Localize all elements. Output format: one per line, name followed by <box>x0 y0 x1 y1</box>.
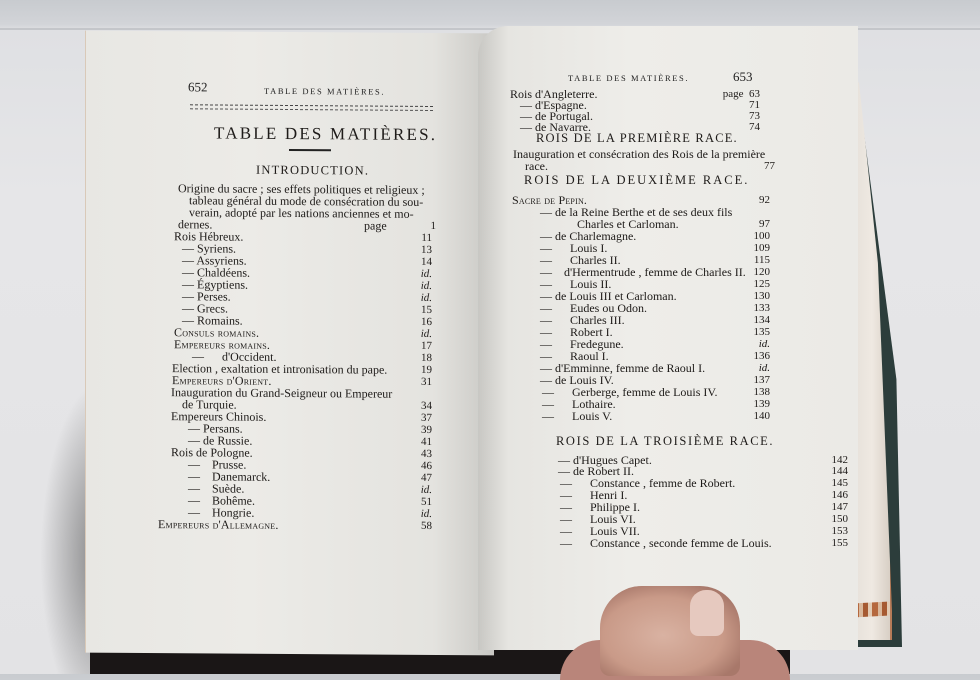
toc-entry: — Louis I. <box>540 241 608 255</box>
toc-entry: Sacre de Pepin. <box>512 193 588 207</box>
toc-entry: Rois Hébreux. <box>174 229 244 244</box>
page-ref: 92 <box>759 194 770 206</box>
page-ref: 147 <box>831 501 848 513</box>
page-ref: 136 <box>753 350 770 362</box>
page-ref: 34 <box>421 399 432 412</box>
toc-entry: — d'Espagne. <box>520 98 587 112</box>
page-ref: 130 <box>753 290 770 302</box>
toc-entry: — d'Occident. <box>192 349 277 364</box>
right-page <box>478 26 858 650</box>
page-ref: 43 <box>421 447 432 460</box>
page-ref: 140 <box>753 410 770 422</box>
toc-entry: — de Louis IV. <box>540 373 614 387</box>
toc-entry: Inauguration et consécration des Rois de la première <box>513 147 766 161</box>
toc-entry: — Louis V. <box>542 409 613 423</box>
page-number: 653 <box>733 69 753 84</box>
page-ref: 46 <box>421 459 432 472</box>
page-ref: id. <box>420 267 432 280</box>
toc-entry: — Lothaire. <box>542 397 616 411</box>
toc-entry: Election , exaltation et intronisation du pape. <box>172 361 388 377</box>
toc-entry: — de Russie. <box>188 433 253 448</box>
running-head: TABLE DES MATIÈRES. <box>264 85 386 97</box>
page-ref: 58 <box>421 519 432 532</box>
toc-entry: — Romains. <box>182 313 243 328</box>
page-ref: 16 <box>421 315 432 328</box>
toc-entry: Inauguration du Grand-Seigneur ou Empereur <box>171 385 393 401</box>
section-heading: ROIS DE LA TROISIÈME RACE. <box>556 434 775 448</box>
running-head: TABLE DES MATIÈRES. <box>568 73 690 83</box>
page-ref: id. <box>420 279 432 292</box>
toc-entry: — de la Reine Berthe et de ses deux fils <box>540 205 733 219</box>
intro-line: Origine du sacre ; ses effets politiques et religieux ; <box>178 181 425 197</box>
toc-entry: — Gerberge, femme de Louis IV. <box>542 385 718 399</box>
toc-entry: Rois d'Angleterre. <box>510 87 598 101</box>
toc-entry: — de Navarre. <box>520 120 591 134</box>
page-ref: id. <box>420 507 432 520</box>
page-ref: 150 <box>831 513 848 525</box>
toc-entry: — de Robert II. <box>558 464 634 478</box>
page-ref: 73 <box>749 110 760 122</box>
page-ref: id. <box>420 327 432 340</box>
page-ref: 37 <box>421 411 432 424</box>
page-ref: 18 <box>421 351 432 364</box>
toc-entry: — Louis VI. <box>560 512 636 526</box>
page-ref: 13 <box>421 243 432 256</box>
toc-entry: — Eudes ou Odon. <box>540 301 647 315</box>
page-ref: 109 <box>753 242 770 254</box>
toc-entry: — Philippe I. <box>560 500 640 514</box>
page-ref: 19 <box>421 363 432 376</box>
toc-entry: — Raoul I. <box>540 349 609 363</box>
page-ref: 39 <box>421 423 432 436</box>
page-ref: 71 <box>749 99 760 111</box>
page-ref: id. <box>420 291 432 304</box>
toc-entry: — d'Emminne, femme de Raoul I. <box>540 361 706 375</box>
page-ref: 133 <box>753 302 770 314</box>
toc-entry: — Bohême. <box>188 493 255 508</box>
toc-intro <box>178 181 436 233</box>
page-ref: id. <box>758 362 770 374</box>
toc-entry: — Charles III. <box>540 313 625 327</box>
page-label: page <box>364 218 387 233</box>
page-ref: 144 <box>831 465 848 477</box>
page-ref: id. <box>420 483 432 496</box>
toc-entry: — Syriens. <box>182 241 236 256</box>
page-ref: 153 <box>831 525 848 537</box>
page-ref: 146 <box>831 489 848 501</box>
intro-line: verain, adopté par les nations anciennes et mo- <box>189 205 414 221</box>
toc-entry: Consuls romains. <box>174 325 260 340</box>
header-rule <box>190 104 433 111</box>
toc-entry: Empereurs d'Allemagne. <box>158 517 279 532</box>
toc-entry: — Constance , seconde femme de Louis. <box>560 536 772 550</box>
page-ref: 31 <box>421 375 432 388</box>
toc-entry: — Égyptiens. <box>182 277 248 292</box>
toc-entry: — Henri I. <box>560 488 628 502</box>
page-ref: 145 <box>831 477 848 489</box>
page-ref: 120 <box>753 266 770 278</box>
section-heading: ROIS DE LA PREMIÈRE RACE. <box>536 131 738 145</box>
toc-entry: Empereurs d'Orient. <box>172 373 272 388</box>
toc-entry: — Charles II. <box>540 253 621 267</box>
page-ref: 15 <box>421 303 432 316</box>
page-ref: 41 <box>421 435 432 448</box>
page-ref: 138 <box>753 386 770 398</box>
toc-entry: — Fredegune. <box>540 337 624 351</box>
ornament-rule <box>289 149 331 151</box>
section-heading: ROIS DE LA DEUXIÈME RACE. <box>524 173 750 187</box>
toc-entry: — Louis II. <box>540 277 612 291</box>
page-ref: 115 <box>753 254 770 266</box>
toc-entry: — Chaldéens. <box>182 265 250 280</box>
page-ref: page 63 <box>722 88 760 100</box>
page-number: 652 <box>188 79 208 95</box>
page-ref: 97 <box>759 218 770 230</box>
toc-entry: — Perses. <box>182 289 231 304</box>
toc-entry: — Danemarck. <box>188 469 271 484</box>
page-title: TABLE DES MATIÈRES. <box>214 123 438 145</box>
page-ref: 100 <box>753 230 770 242</box>
toc-entry: — Louis VII. <box>560 524 640 538</box>
toc-entry: — Hongrie. <box>188 505 255 520</box>
page-ref: 77 <box>764 160 775 172</box>
page-ref: 137 <box>753 374 770 386</box>
toc-entry: — d'Hugues Capet. <box>558 453 652 467</box>
toc-entry: — Persans. <box>188 421 243 436</box>
toc-entry: — Assyriens. <box>182 253 247 268</box>
page-ref: 51 <box>421 495 432 508</box>
toc-entry: Empereurs romains. <box>174 337 271 352</box>
page-ref: 125 <box>753 278 770 290</box>
page-ref: 14 <box>421 255 432 268</box>
toc-entry: — Prusse. <box>188 457 247 472</box>
intro-line: dernes. <box>178 217 213 232</box>
toc-entry: Empereurs Chinois. <box>171 409 267 424</box>
page-ref: 142 <box>831 454 848 466</box>
toc-entry: de Turquie. <box>182 397 237 412</box>
page-ref: 74 <box>749 121 760 133</box>
toc-entry: Charles et Carloman. <box>577 217 679 231</box>
page-ref: 139 <box>753 398 770 410</box>
thumbnail <box>690 590 724 636</box>
page-ref: 134 <box>753 314 770 326</box>
intro-line: tableau général du mode de consécration du sou- <box>189 193 424 209</box>
page-ref: 47 <box>421 471 432 484</box>
toc-entry: Rois de Pologne. <box>171 445 253 460</box>
page-ref: 1 <box>430 219 436 233</box>
section-heading: INTRODUCTION. <box>256 162 370 178</box>
toc-entry: — Grecs. <box>182 301 228 316</box>
page-ref: 11 <box>421 231 432 244</box>
left-page <box>85 31 494 656</box>
toc-entry: — Suède. <box>188 481 245 496</box>
page-ref: 155 <box>831 537 848 549</box>
toc-entry: — de Louis III et Carloman. <box>540 289 677 303</box>
toc-entry: — de Charlemagne. <box>540 229 637 243</box>
toc-entry: — de Portugal. <box>520 109 593 123</box>
page-ref: id. <box>758 338 770 350</box>
toc-entry: — Constance , femme de Robert. <box>560 476 736 490</box>
page-ref: 17 <box>421 339 432 352</box>
toc-entry: — d'Hermentrude , femme de Charles II. <box>540 265 746 279</box>
toc-entry: race. <box>525 159 548 173</box>
toc-entry: — Robert I. <box>540 325 613 339</box>
page-ref: 135 <box>753 326 770 338</box>
